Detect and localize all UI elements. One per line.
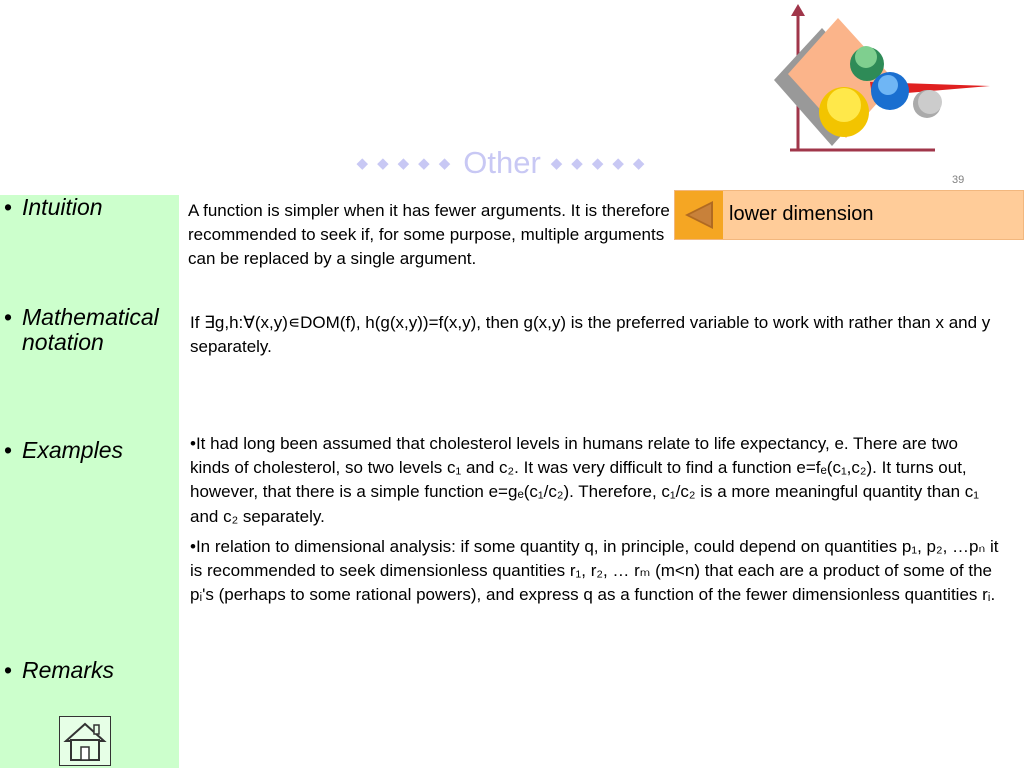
sidebar-item-remarks: • Remarks <box>4 658 182 683</box>
slide-title-bar <box>310 144 700 182</box>
sidebar-item-intuition: • Intuition <box>4 195 182 220</box>
notation-text: If ∃g,h:∀(x,y)∊DOM(f), h(g(x,y))=f(x,y), then g(x,y) is the preferred variable to work with rather than x and y separately. <box>190 313 991 357</box>
diamond-icon: ◆◆◆◆◆ <box>550 155 654 172</box>
sidebar-item-label: Examples <box>22 437 123 463</box>
decorative-logo-icon <box>760 0 1000 170</box>
home-button[interactable] <box>59 716 111 766</box>
example-cholesterol-text: •It had long been assumed that cholesterol levels in humans relate to life expectancy, e. There are two kinds of cholesterol, so two levels c₁ and c₂. It was very difficult to find a function e=fₑ(c₁,c₂). It turns out, however, that there is a simple function e=gₑ(c₁/c₂). Therefore, c₁/c₂ is a more meaningful quantity than c₁ and c₂ separately. <box>190 434 980 526</box>
lower-dimension-callout <box>674 190 1024 240</box>
slide-title: Other <box>463 145 541 180</box>
callout-label: lower dimension <box>729 203 874 225</box>
intuition-text: A function is simpler when it has fewer arguments. It is therefore recommended to seek if, for some purpose, multiple arguments can be replaced by a single argument. <box>188 201 670 269</box>
sidebar-item-label: Intuition <box>22 194 103 220</box>
left-arrow-icon <box>683 199 715 231</box>
sidebar-item-examples: • Examples <box>4 438 182 463</box>
example-dimensional-analysis-text: •In relation to dimensional analysis: if some quantity q, in principle, could depend on quantities p₁, p₂, …pₙ it is recommended to seek dimensionless quantities r₁, r₂, … rₘ (m<n) that each are a product of some of the pᵢ's (perhaps to some rational powers), and express q as a function of the fewer dimensionless quantities rᵢ. <box>190 537 999 605</box>
sidebar-item-label: Mathematical notation <box>22 304 159 355</box>
sidebar-item-label: Remarks <box>22 657 115 683</box>
diamond-icon: ◆◆◆◆◆ <box>356 155 460 172</box>
back-button[interactable] <box>675 191 723 239</box>
sidebar-item-mathematical-notation: • Mathematical notation <box>4 305 182 355</box>
home-icon <box>60 717 110 765</box>
page-number: 39 <box>952 174 965 186</box>
